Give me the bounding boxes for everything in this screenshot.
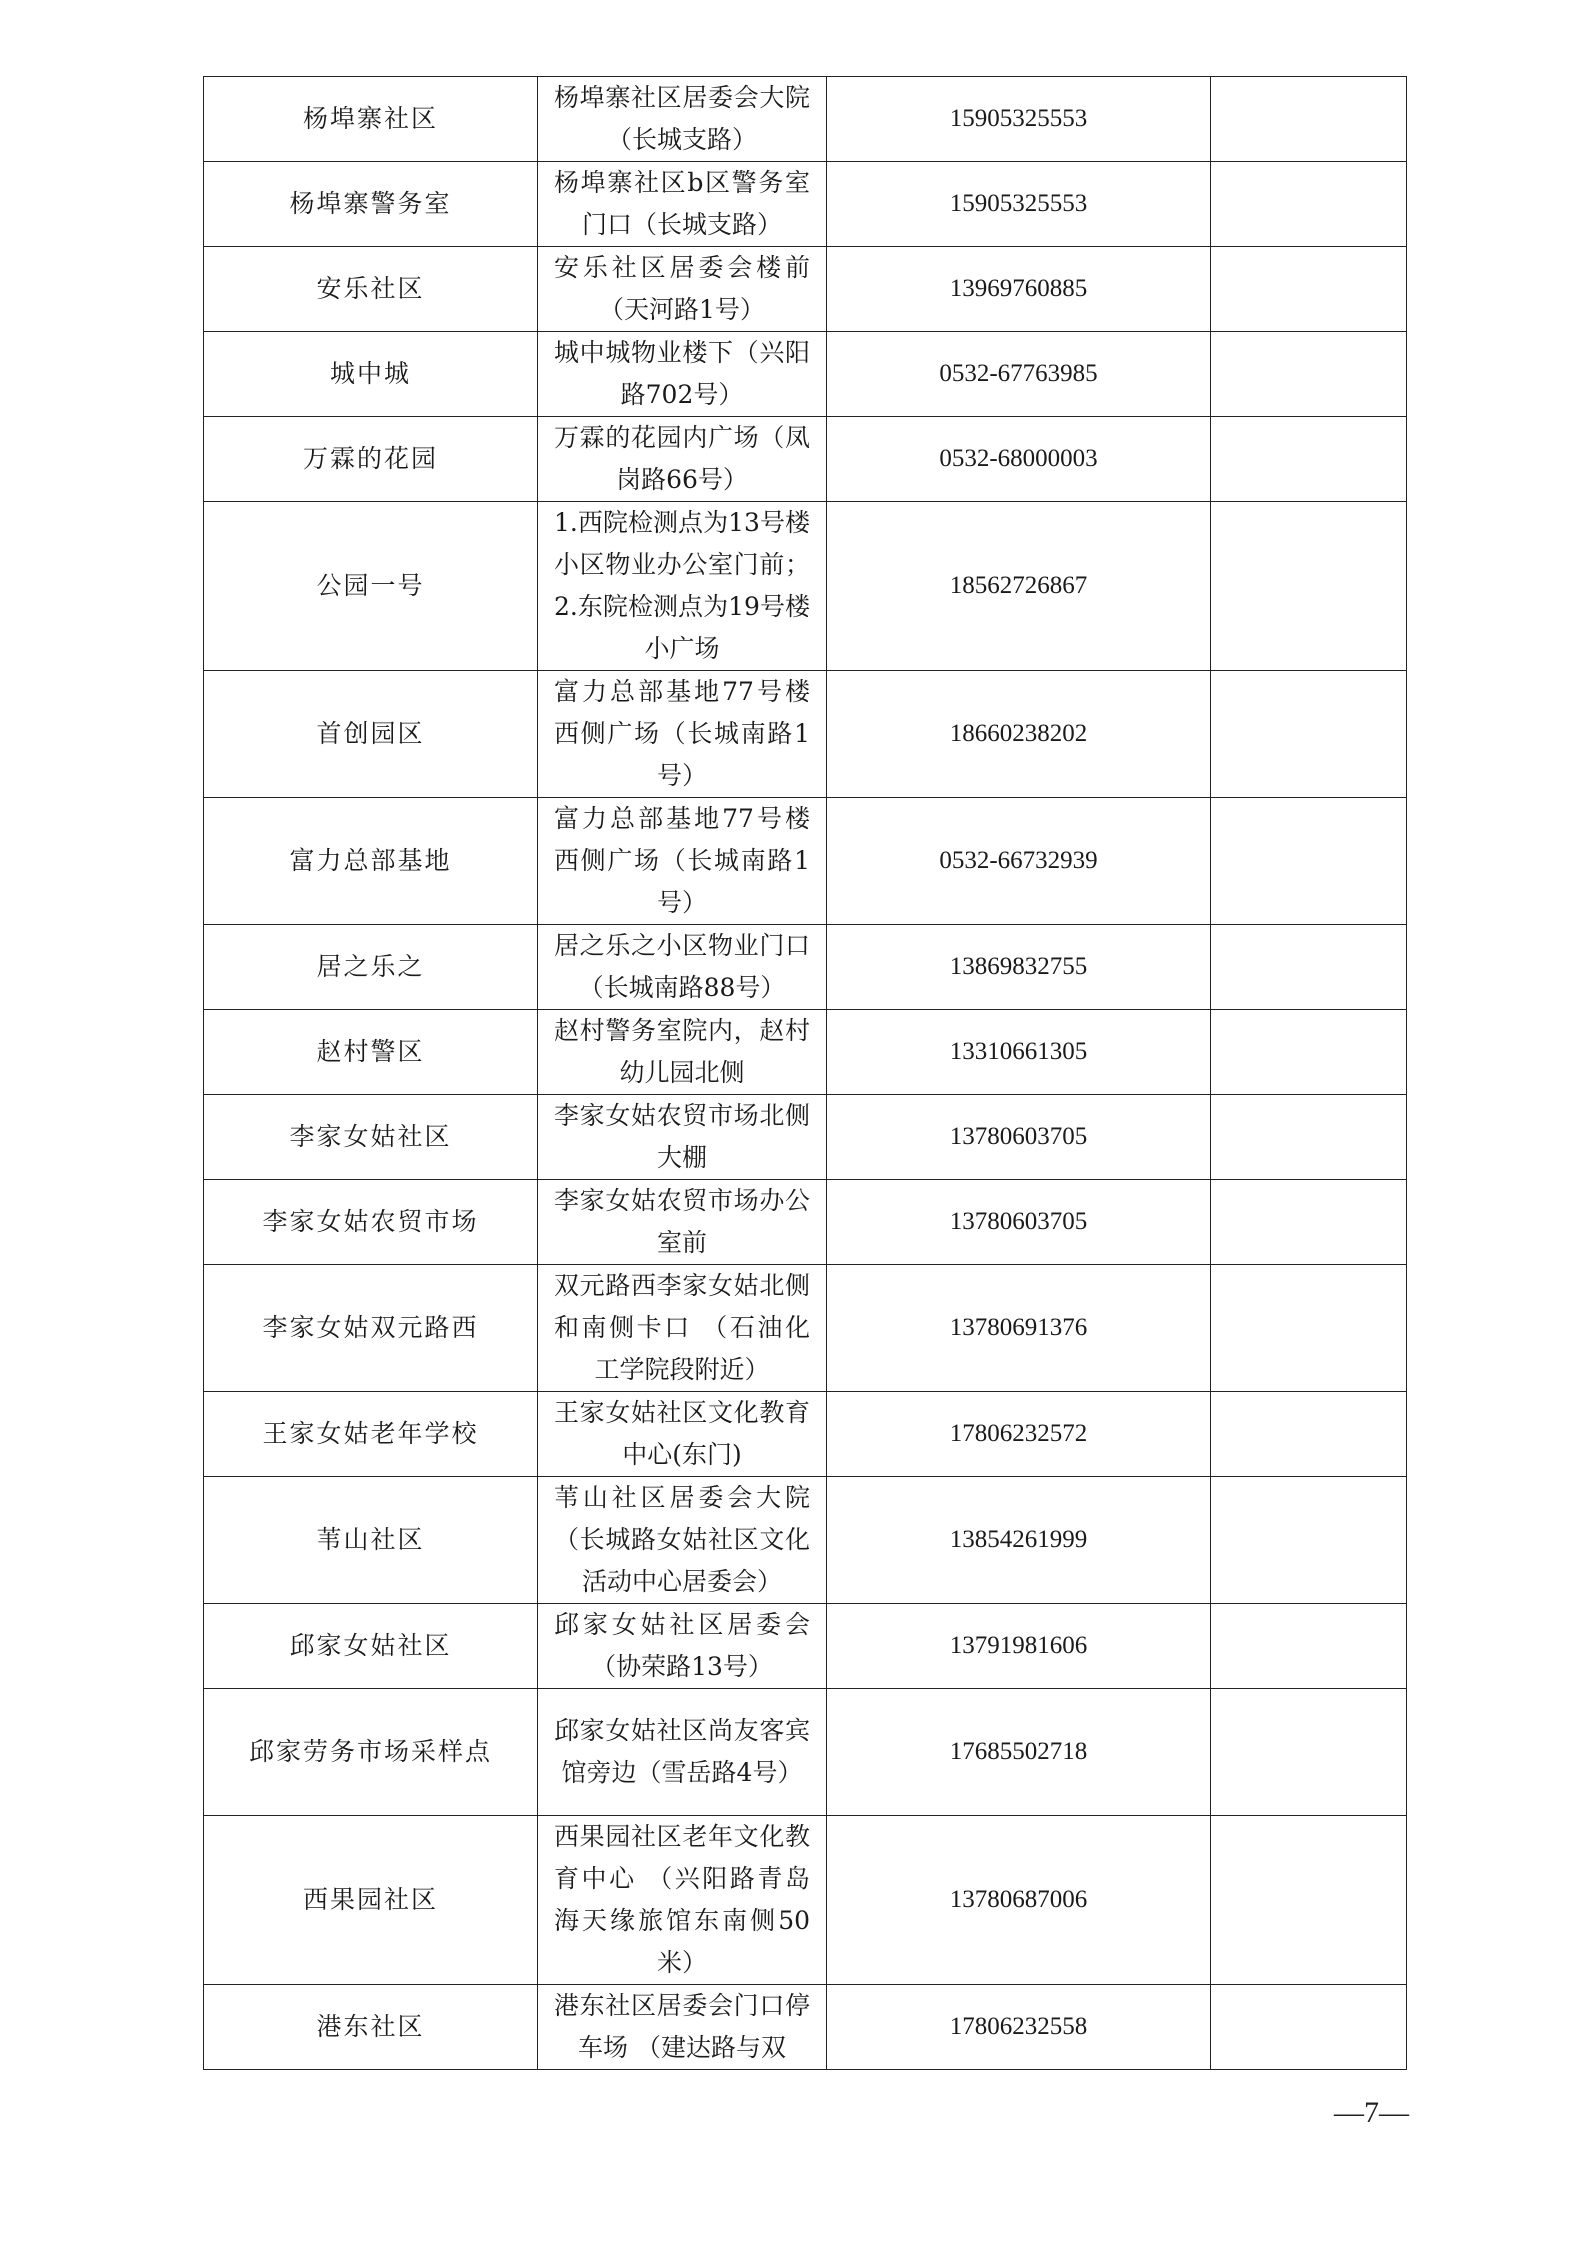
- site-address-cell: 邱家女姑社区居委会（协荣路13号）: [538, 1604, 827, 1689]
- phone-cell: 13969760885: [827, 247, 1211, 332]
- site-name-cell: 赵村警区: [204, 1010, 538, 1095]
- note-cell: [1211, 1985, 1407, 2070]
- phone-cell: 13854261999: [827, 1477, 1211, 1604]
- site-address-cell: 安乐社区居委会楼前（天河路1号）: [538, 247, 827, 332]
- site-name-cell: 苇山社区: [204, 1477, 538, 1604]
- note-cell: [1211, 417, 1407, 502]
- page-number: —7—: [1334, 2096, 1409, 2129]
- site-name-cell: 西果园社区: [204, 1816, 538, 1985]
- site-name-cell: 公园一号: [204, 502, 538, 671]
- table-row: [204, 417, 1407, 502]
- site-name-cell: 富力总部基地: [204, 798, 538, 925]
- table-row: [204, 1604, 1407, 1689]
- site-name-cell: 首创园区: [204, 671, 538, 798]
- table-row: [204, 247, 1407, 332]
- note-cell: [1211, 1010, 1407, 1095]
- table-row: [204, 671, 1407, 798]
- phone-cell: 15905325553: [827, 77, 1211, 162]
- table-row: [204, 1689, 1407, 1816]
- site-address-cell: 王家女姑社区文化教育中心(东门): [538, 1392, 827, 1477]
- phone-cell: 13310661305: [827, 1010, 1211, 1095]
- table-row: [204, 1816, 1407, 1985]
- site-address-cell: 居之乐之小区物业门口（长城南路88号）: [538, 925, 827, 1010]
- table-row: [204, 925, 1407, 1010]
- table-row: [204, 332, 1407, 417]
- site-address-cell: 李家女姑农贸市场办公室前: [538, 1180, 827, 1265]
- site-name-cell: 李家女姑双元路西: [204, 1265, 538, 1392]
- site-address-cell: 1.西院检测点为13号楼小区物业办公室门前；2.东院检测点为19号楼小广场: [538, 502, 827, 671]
- note-cell: [1211, 1180, 1407, 1265]
- site-address-cell: 富力总部基地77号楼西侧广场（长城南路1号）: [538, 798, 827, 925]
- note-cell: [1211, 77, 1407, 162]
- note-cell: [1211, 1816, 1407, 1985]
- table-row: [204, 162, 1407, 247]
- site-name-cell: 安乐社区: [204, 247, 538, 332]
- note-cell: [1211, 162, 1407, 247]
- table-row: [204, 1477, 1407, 1604]
- phone-cell: 13791981606: [827, 1604, 1211, 1689]
- note-cell: [1211, 1392, 1407, 1477]
- table-row: [204, 798, 1407, 925]
- phone-cell: 17806232558: [827, 1985, 1211, 2070]
- site-name-cell: 李家女姑农贸市场: [204, 1180, 538, 1265]
- site-address-cell: 杨埠寨社区居委会大院（长城支路）: [538, 77, 827, 162]
- phone-cell: 13869832755: [827, 925, 1211, 1010]
- site-name-cell: 邱家女姑社区: [204, 1604, 538, 1689]
- site-name-cell: 王家女姑老年学校: [204, 1392, 538, 1477]
- table-row: [204, 1392, 1407, 1477]
- site-address-cell: 杨埠寨社区b区警务室门口（长城支路）: [538, 162, 827, 247]
- site-name-cell: 李家女姑社区: [204, 1095, 538, 1180]
- site-address-cell: 邱家女姑社区尚友客宾馆旁边（雪岳路4号）: [538, 1689, 827, 1816]
- phone-cell: 17685502718: [827, 1689, 1211, 1816]
- site-address-cell: 富力总部基地77号楼西侧广场（长城南路1号）: [538, 671, 827, 798]
- phone-cell: 13780603705: [827, 1095, 1211, 1180]
- site-address-cell: 苇山社区居委会大院（长城路女姑社区文化活动中心居委会）: [538, 1477, 827, 1604]
- note-cell: [1211, 1477, 1407, 1604]
- note-cell: [1211, 671, 1407, 798]
- phone-cell: 13780603705: [827, 1180, 1211, 1265]
- site-address-cell: 万霖的花园内广场（凤岗路66号）: [538, 417, 827, 502]
- phone-cell: 15905325553: [827, 162, 1211, 247]
- phone-cell: 0532-68000003: [827, 417, 1211, 502]
- phone-cell: 18562726867: [827, 502, 1211, 671]
- note-cell: [1211, 798, 1407, 925]
- table-row: [204, 1180, 1407, 1265]
- site-address-cell: 李家女姑农贸市场北侧大棚: [538, 1095, 827, 1180]
- note-cell: [1211, 1095, 1407, 1180]
- site-address-cell: 城中城物业楼下（兴阳路702号）: [538, 332, 827, 417]
- note-cell: [1211, 1689, 1407, 1816]
- site-name-cell: 居之乐之: [204, 925, 538, 1010]
- site-address-cell: 西果园社区老年文化教育中心 （兴阳路青岛海天缘旅馆东南侧50米）: [538, 1816, 827, 1985]
- phone-cell: 0532-66732939: [827, 798, 1211, 925]
- site-address-cell: 双元路西李家女姑北侧和南侧卡口 （石油化工学院段附近）: [538, 1265, 827, 1392]
- table-row: [204, 77, 1407, 162]
- site-name-cell: 邱家劳务市场采样点: [204, 1689, 538, 1816]
- site-name-cell: 万霖的花园: [204, 417, 538, 502]
- phone-cell: 18660238202: [827, 671, 1211, 798]
- table-row: [204, 1095, 1407, 1180]
- table-row: [204, 1010, 1407, 1095]
- note-cell: [1211, 925, 1407, 1010]
- note-cell: [1211, 1604, 1407, 1689]
- note-cell: [1211, 502, 1407, 671]
- phone-cell: 17806232572: [827, 1392, 1211, 1477]
- table-row: [204, 1265, 1407, 1392]
- phone-cell: 0532-67763985: [827, 332, 1211, 417]
- phone-cell: 13780691376: [827, 1265, 1211, 1392]
- phone-cell: 13780687006: [827, 1816, 1211, 1985]
- site-name-cell: 城中城: [204, 332, 538, 417]
- table-row: [204, 502, 1407, 671]
- site-address-cell: 赵村警务室院内，赵村幼儿园北侧: [538, 1010, 827, 1095]
- table-row: [204, 1985, 1407, 2070]
- note-cell: [1211, 1265, 1407, 1392]
- site-name-cell: 港东社区: [204, 1985, 538, 2070]
- site-name-cell: 杨埠寨警务室: [204, 162, 538, 247]
- note-cell: [1211, 247, 1407, 332]
- note-cell: [1211, 332, 1407, 417]
- site-address-cell: 港东社区居委会门口停车场 （建达路与双: [538, 1985, 827, 2070]
- testing-sites-table: [203, 76, 1407, 2070]
- site-name-cell: 杨埠寨社区: [204, 77, 538, 162]
